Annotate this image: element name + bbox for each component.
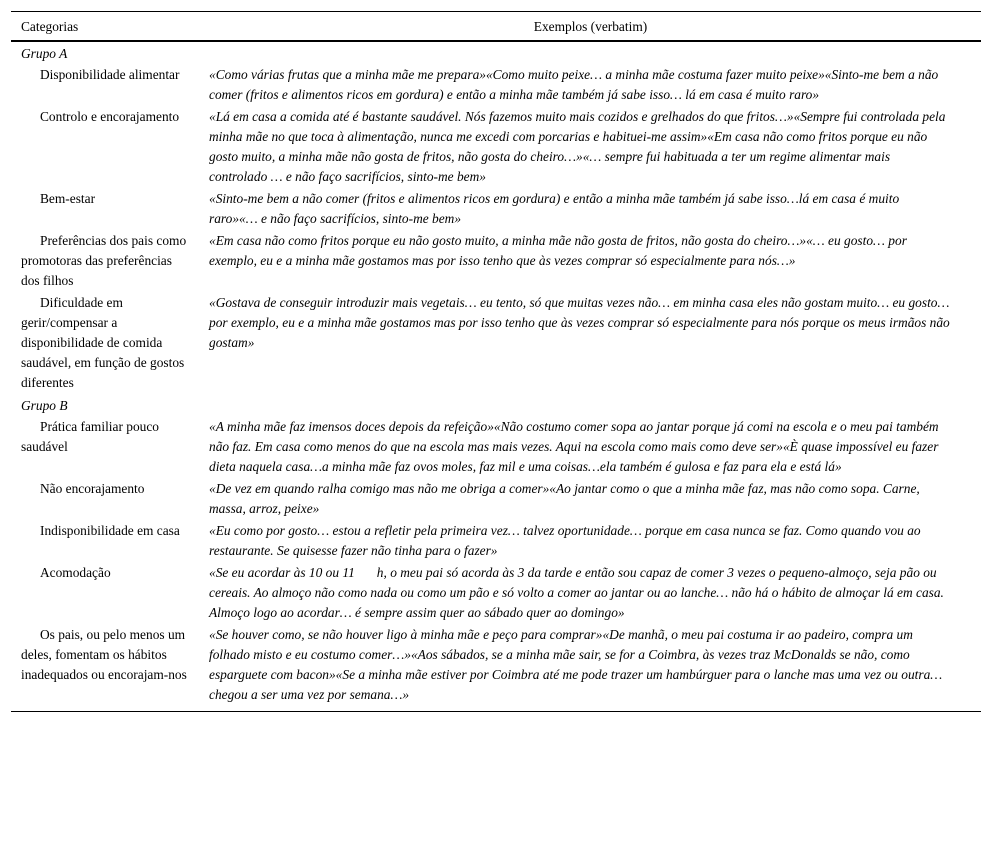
category-cell (11, 478, 200, 520)
category-label: Prática familiar pouco saudável (21, 419, 159, 454)
header-categories: Categorias (11, 12, 200, 42)
category-cell (11, 64, 200, 106)
table-row (11, 188, 981, 230)
category-label: Os pais, ou pelo menos um deles, fomentam os hábitos inadequados ou encorajam-nos (21, 627, 187, 682)
table-row (11, 64, 981, 106)
example-cell: «Como várias frutas que a minha mãe me prepara»«Como muito peixe… a minha mãe costuma fazer muito peixe»«Sinto-me bem a não comer (fritos e alimentos ricos em gordura) e então a minha mãe também já sabe isso… lá em casa é muito raro» (209, 67, 939, 102)
header-row (11, 12, 981, 42)
example-text-part-2: h, o meu pai só acorda às 3 da tarde e então sou capaz de comer 3 vezes o pequeno-almoço, seja pão ou cereais. Ao almoço não como nada ou como um pão e só volto a comer ao jantar ou ao lanche… não há o hábito de almoçar lá em casa. Almoço logo ao acordar… é sempre assim quer ao sábado quer ao domingo» (209, 565, 944, 620)
example-cell: «Se houver como, se não houver ligo à minha mãe e peço para comprar»«De manhã, o meu pai costuma ir ao padeiro, compra um folhado misto e eu costumo comer…»«Aos sábados, se a minha mãe sair, se for a Coimbra, às vezes traz McDonalds se não, como esparguete com bacon»«Se a minha mãe estiver por Coimbra até me pode trazer um hambúrguer para o lanche mas uma vez ou outra… chegou a ser uma vez por semana…» (200, 624, 981, 712)
group-b-label: Grupo B (21, 398, 68, 413)
table-row (11, 230, 981, 292)
example-cell: «Eu como por gosto… estou a refletir pela primeira vez… talvez oportunidade… porque em casa nunca se faz. Como quando vou ao restaurante. Se quisesse fazer não tinha para o fazer» (209, 523, 921, 558)
table-row (11, 106, 981, 188)
table-row (11, 624, 981, 712)
category-cell (11, 520, 200, 562)
category-cell (11, 106, 200, 188)
category-label: Bem-estar (40, 191, 96, 206)
category-cell (11, 562, 200, 624)
category-label: Preferências dos pais como promotoras das preferências dos filhos (21, 233, 187, 288)
category-label: Disponibilidade alimentar (40, 67, 180, 82)
example-text-part-1: «Se eu acordar às 10 ou 11 (209, 565, 355, 580)
category-cell (11, 416, 200, 478)
category-label: Indisponibilidade em casa (40, 523, 180, 538)
header-examples: Exemplos (verbatim) (200, 12, 981, 42)
category-cell (11, 624, 200, 712)
group-a-row (11, 41, 981, 64)
example-cell: «Sinto-me bem a não comer (fritos e alimentos ricos em gordura) e então a minha mãe também já sabe isso…lá em casa é muito raro»«… e não faço sacrifícios, sinto-me bem» (209, 191, 900, 226)
data-table-container (11, 11, 981, 712)
group-b-row (11, 394, 981, 416)
example-cell: «Lá em casa a comida até é bastante saudável. Nós fazemos muito mais cozidos e grelhados do que fritos…»«Sempre fui controlada pela minha mãe no que toca à alimentação, nunca me excedi com porcarias e habituei-me assim»«Em casa não como fritos porque eu não gosto muito, a minha mãe não gosta de fritos, não gosta do cheiro…»«… sempre fui habituada a ter um regime alimentar mais controlado … e não faço sacrifícios, sinto-me bem» (209, 109, 946, 184)
category-label: Dificuldade em gerir/compensar a disponibilidade de comida saudável, em função de gostos diferentes (21, 295, 185, 390)
example-cell: «A minha mãe faz imensos doces depois da refeição»«Não costumo comer sopa ao jantar porque já comi na escola e o meu pai também não faz. Em casa como menos do que na escola mas mais vezes. Aqui na escola como mais como deve ser»«È quase impossível eu fazer dieta naquela casa…a minha mãe faz ovos moles, faz mil e uma coisas…ela também é gulosa e faz para ela e está lá» (209, 419, 939, 474)
table-row (11, 292, 981, 394)
table-row (11, 478, 981, 520)
category-label: Acomodação (40, 565, 111, 580)
table-row (11, 562, 981, 624)
table-row (11, 416, 981, 478)
category-label: Controlo e encorajamento (40, 109, 180, 124)
category-label: Não encorajamento (40, 481, 145, 496)
category-cell (11, 188, 200, 230)
example-cell (200, 562, 981, 624)
category-cell (11, 230, 200, 292)
table-row (11, 520, 981, 562)
example-cell: «De vez em quando ralha comigo mas não me obriga a comer»«Ao jantar como o que a minha mãe faz, mas não como sopa. Carne, massa, arroz, peixe» (209, 481, 920, 516)
categories-examples-table (11, 11, 981, 712)
example-cell: «Gostava de conseguir introduzir mais vegetais… eu tento, só que muitas vezes não… em minha casa eles não gostam muito… eu gosto… por exemplo, eu e a minha mãe gostamos mas por isso tenho que às vezes comprar só especialmente para nós porque os meus irmãos não gostam» (209, 295, 950, 350)
category-cell (11, 292, 200, 394)
group-a-label: Grupo A (21, 46, 68, 61)
example-cell: «Em casa não como fritos porque eu não gosto muito, a minha mãe não gosta de fritos, não gosta do cheiro…»«… eu gosto… por exemplo, eu e a minha mãe gostamos mas por isso tenho que às vezes comprar só especialmente para nós…» (209, 233, 907, 268)
